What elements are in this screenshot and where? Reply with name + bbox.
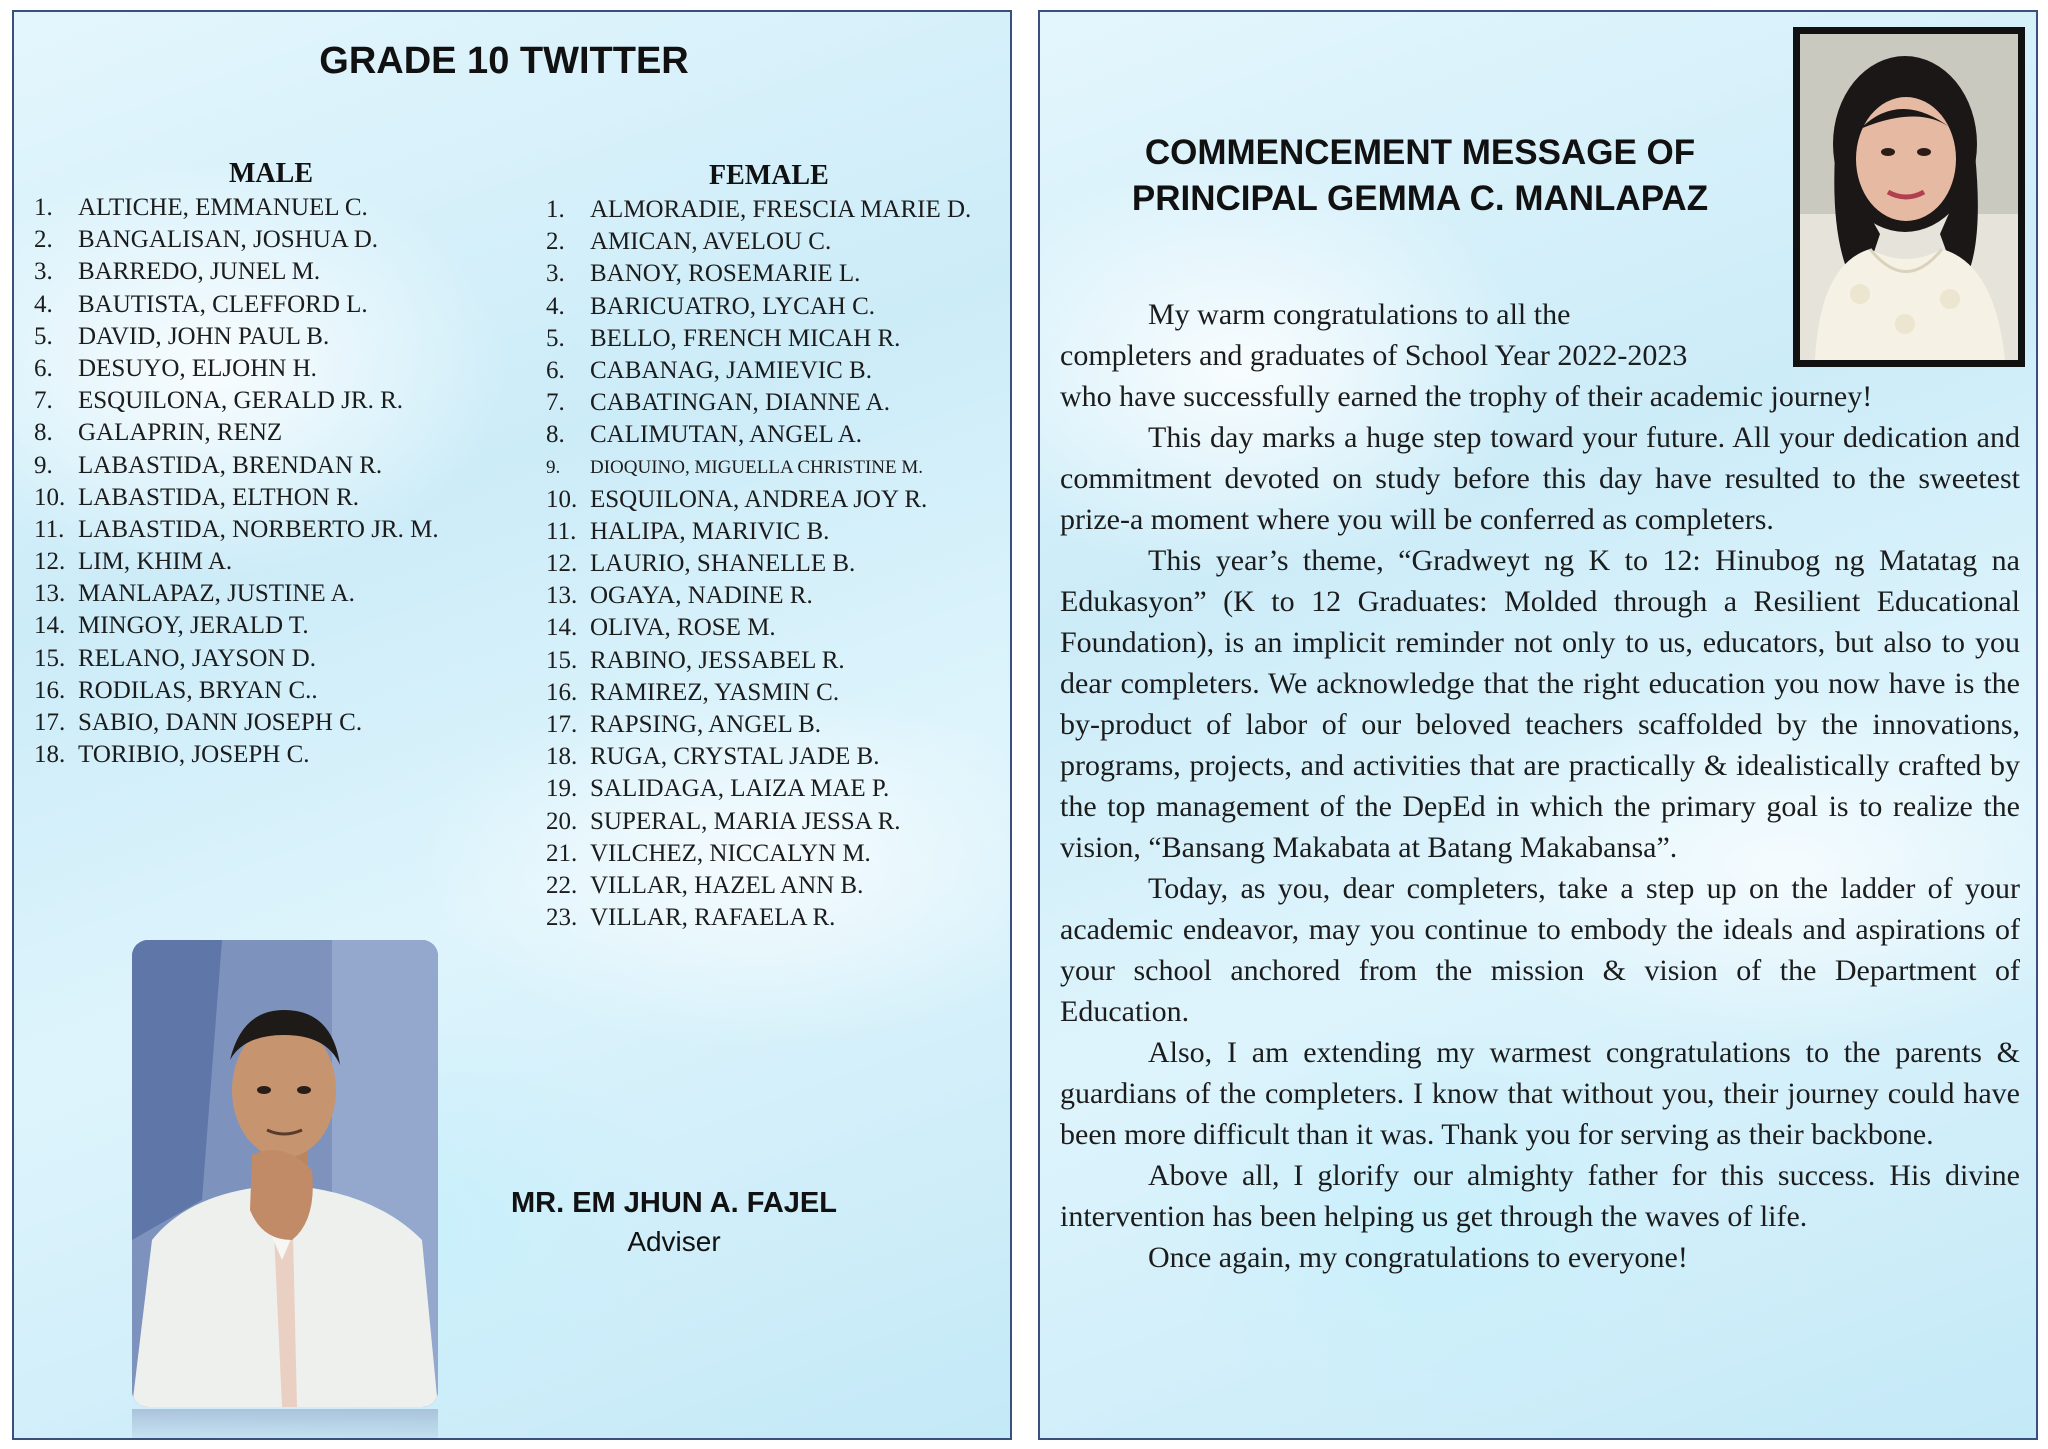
student-number: 8.: [34, 419, 53, 447]
student-number: 6.: [34, 354, 53, 382]
student-name: RAPSING, ANGEL B.: [590, 711, 822, 738]
male-column-heading: MALE: [229, 158, 313, 189]
student-list-item: [546, 355, 1012, 387]
student-list-item: [34, 450, 514, 482]
student-number: 20.: [546, 807, 578, 835]
student-name: RUGA, CRYSTAL JADE B.: [590, 743, 880, 771]
student-list-item: [34, 482, 514, 514]
student-name: GALAPRIN, RENZ: [78, 419, 283, 447]
student-number: 14.: [34, 612, 66, 640]
message-title-line1: COMMENCEMENT MESSAGE OF: [1144, 133, 1696, 172]
student-name: HALIPA, MARIVIC B.: [590, 517, 830, 545]
student-number: 2.: [34, 226, 53, 254]
student-name: ALTICHE, EMMANUEL C.: [78, 194, 368, 221]
student-name: TORIBIO, JOSEPH C.: [78, 741, 310, 769]
student-number: 16.: [34, 676, 66, 704]
student-number: 1.: [34, 194, 53, 221]
student-list-item: [546, 387, 1012, 419]
student-number: 17.: [546, 711, 578, 738]
student-list-item: [34, 514, 514, 546]
adviser-name: MR. EM JHUN A. FAJEL: [510, 1187, 837, 1219]
student-number: 2.: [546, 228, 565, 256]
student-number: 12.: [546, 550, 578, 578]
student-list-item: [546, 645, 1012, 677]
message-intro-line3: who have successfully earned the trophy of their academic journey!: [1060, 380, 1873, 413]
student-number: 3.: [546, 260, 565, 288]
student-name: RAMIREZ, YASMIN C.: [590, 678, 840, 706]
student-number: 7.: [546, 389, 565, 417]
message-paragraph: Once again, my congratulations to everyone!: [1148, 1241, 1688, 1274]
student-number: 17.: [34, 709, 66, 736]
student-number: 6.: [546, 356, 565, 384]
student-name: CABATINGAN, DIANNE A.: [590, 389, 890, 417]
student-list-item: [546, 226, 1012, 258]
student-number: 10.: [34, 483, 66, 511]
student-number: 3.: [34, 258, 53, 286]
student-list-item: [546, 516, 1012, 548]
student-name: MINGOY, JERALD T.: [78, 612, 309, 640]
student-name: CABANAG, JAMIEVIC B.: [590, 356, 872, 384]
student-list-item: [34, 385, 514, 417]
student-name: BARICUATRO, LYCAH C.: [590, 292, 876, 320]
student-number: 9.: [34, 451, 53, 479]
student-list-item: [546, 323, 1012, 355]
student-list-item: [546, 902, 1012, 934]
principal-message-page: [1038, 10, 2038, 1440]
student-number: 13.: [34, 580, 66, 608]
male-student-list: [34, 192, 514, 771]
student-number: 4.: [546, 292, 565, 320]
student-name: SABIO, DANN JOSEPH C.: [78, 709, 363, 736]
female-student-list: [546, 194, 1012, 934]
female-column-heading: FEMALE: [709, 160, 829, 191]
student-number: 23.: [546, 904, 578, 932]
student-list-item: [546, 773, 1012, 805]
student-number: 4.: [34, 290, 53, 318]
student-name: LIM, KHIM A.: [78, 548, 233, 576]
student-list-item: [546, 580, 1012, 612]
student-name: OGAYA, NADINE R.: [590, 582, 813, 610]
student-list-item: [34, 546, 514, 578]
student-list-item: [34, 643, 514, 675]
student-number: 5.: [34, 322, 53, 350]
student-name: BANOY, ROSEMARIE L.: [590, 260, 861, 288]
message-paragraph: Today, as you, dear completers, take a step up on the ladder of your academic endeavor, may you continue to embody the ideals and aspirations of your school anchored from the mission & vision of the Department of Education.: [1060, 872, 2020, 1028]
student-list-item: [34, 739, 514, 771]
student-list-item: [34, 353, 514, 385]
student-name: VILLAR, HAZEL ANN B.: [590, 871, 864, 899]
student-list-item: [34, 321, 514, 353]
message-intro-line1: My warm congratulations to all the: [1148, 298, 1571, 331]
student-number: 15.: [546, 646, 578, 674]
student-name: VILLAR, RAFAELA R.: [590, 904, 836, 932]
student-number: 14.: [546, 614, 578, 642]
student-number: 18.: [546, 743, 578, 771]
student-list-item: [546, 806, 1012, 838]
student-name: RABINO, JESSABEL R.: [590, 646, 845, 674]
student-number: 15.: [34, 644, 66, 672]
student-list-item: [546, 484, 1012, 516]
student-number: 8.: [546, 421, 565, 449]
student-list-item: [34, 675, 514, 707]
student-list-item: [546, 677, 1012, 709]
message-intro-line2: completers and graduates of School Year 2022-2023: [1060, 339, 1688, 372]
student-list-item: [546, 870, 1012, 902]
student-number: 7.: [34, 387, 53, 415]
student-number: 16.: [546, 678, 578, 706]
message-title-line2: PRINCIPAL GEMMA C. MANLAPAZ: [1131, 179, 1709, 218]
student-list-item: [546, 452, 1012, 484]
student-name: VILCHEZ, NICCALYN M.: [590, 839, 871, 867]
student-list-item: [34, 707, 514, 739]
student-name: BANGALISAN, JOSHUA D.: [78, 226, 379, 254]
student-list-item: [546, 258, 1012, 290]
student-list-item: [546, 419, 1012, 451]
adviser-photo-reflection: [132, 1409, 438, 1440]
student-number: 13.: [546, 582, 578, 610]
student-name: LABASTIDA, NORBERTO JR. M.: [78, 515, 439, 543]
student-name: BARREDO, JUNEL M.: [78, 258, 321, 286]
student-name: OLIVA, ROSE M.: [590, 614, 776, 642]
student-number: 11.: [34, 515, 65, 543]
student-name: SUPERAL, MARIA JESSA R.: [590, 807, 901, 835]
student-name: ALMORADIE, FRESCIA MARIE D.: [590, 196, 972, 223]
student-number: 11.: [546, 517, 577, 545]
student-number: 21.: [546, 839, 578, 867]
student-number: 12.: [34, 548, 66, 576]
student-name: RELANO, JAYSON D.: [78, 644, 316, 672]
page-title: GRADE 10 TWITTER: [319, 40, 689, 82]
student-number: 5.: [546, 324, 565, 352]
student-name: BAUTISTA, CLEFFORD L.: [78, 290, 368, 318]
student-name: DIOQUINO, MIGUELLA CHRISTINE M.: [590, 456, 924, 478]
student-list-item: [34, 192, 514, 224]
student-name: MANLAPAZ, JUSTINE A.: [78, 580, 355, 608]
message-body: [1060, 294, 2020, 1278]
student-name: AMICAN, AVELOU C.: [590, 228, 832, 256]
message-paragraph: This year’s theme, “Gradweyt ng K to 12: Hinubog ng Matatag na Edukasyon” (K to 12 Graduates: Molded through a Resilient Educational Foundation), is an implicit reminder not only to us, educators, but also to you dear completers. We acknowledge that the right education you now have is the by-product of labor of our beloved teachers scaffolded by the innovations, programs, projects, and activities that are practically & idealistically crafted by the top management of the DepEd in which the primary goal is to realize the vision, “Bansang Makabata at Batang Makabansa”.: [1060, 544, 2020, 864]
student-list-item: [546, 194, 1012, 226]
message-paragraph: Also, I am extending my warmest congratulations to the parents & guardians of the completers. I know that without you, their journey could have been more difficult than it was. Thank you for serving as their backbone.: [1060, 1036, 2020, 1151]
message-paragraph: Above all, I glorify our almighty father for this success. His divine intervention has been helping us get through the waves of life.: [1060, 1159, 2020, 1233]
adviser-photo: [132, 940, 438, 1407]
student-list-item: [34, 224, 514, 256]
adviser-role: Adviser: [627, 1226, 721, 1257]
student-name: BELLO, FRENCH MICAH R.: [590, 324, 901, 352]
student-list-item: [34, 256, 514, 288]
student-name: ESQUILONA, ANDREA JOY R.: [590, 485, 928, 513]
student-list-item: [34, 610, 514, 642]
student-list-item: [546, 612, 1012, 644]
student-name: DAVID, JOHN PAUL B.: [78, 322, 330, 350]
student-number: 1.: [546, 196, 565, 223]
student-list-item: [34, 417, 514, 449]
student-list-item: [34, 578, 514, 610]
student-number: 18.: [34, 741, 66, 769]
student-number: 10.: [546, 485, 578, 513]
student-number: 9.: [546, 456, 561, 478]
student-list-item: [546, 838, 1012, 870]
message-paragraph: This day marks a huge step toward your future. All your dedication and commitment devoted on study before this day have resulted to the sweetest prize-a moment where you will be conferred as completers.: [1060, 421, 2020, 536]
student-list-item: [34, 289, 514, 321]
student-list-item: [546, 548, 1012, 580]
message-title: [1070, 130, 1770, 222]
student-number: 22.: [546, 871, 578, 899]
student-list-item: [546, 741, 1012, 773]
student-list-item: [546, 709, 1012, 741]
student-name: SALIDAGA, LAIZA MAE P.: [590, 775, 890, 803]
student-name: LABASTIDA, BRENDAN R.: [78, 451, 383, 479]
student-number: 19.: [546, 775, 578, 803]
student-name: CALIMUTAN, ANGEL A.: [590, 421, 863, 449]
student-name: RODILAS, BRYAN C..: [78, 676, 318, 704]
student-name: LAURIO, SHANELLE B.: [590, 550, 856, 578]
student-name: DESUYO, ELJOHN H.: [78, 354, 317, 382]
student-name: LABASTIDA, ELTHON R.: [78, 483, 360, 511]
student-list-item: [546, 291, 1012, 323]
student-name: ESQUILONA, GERALD JR. R.: [78, 387, 403, 415]
class-list-page: [12, 10, 1012, 1440]
